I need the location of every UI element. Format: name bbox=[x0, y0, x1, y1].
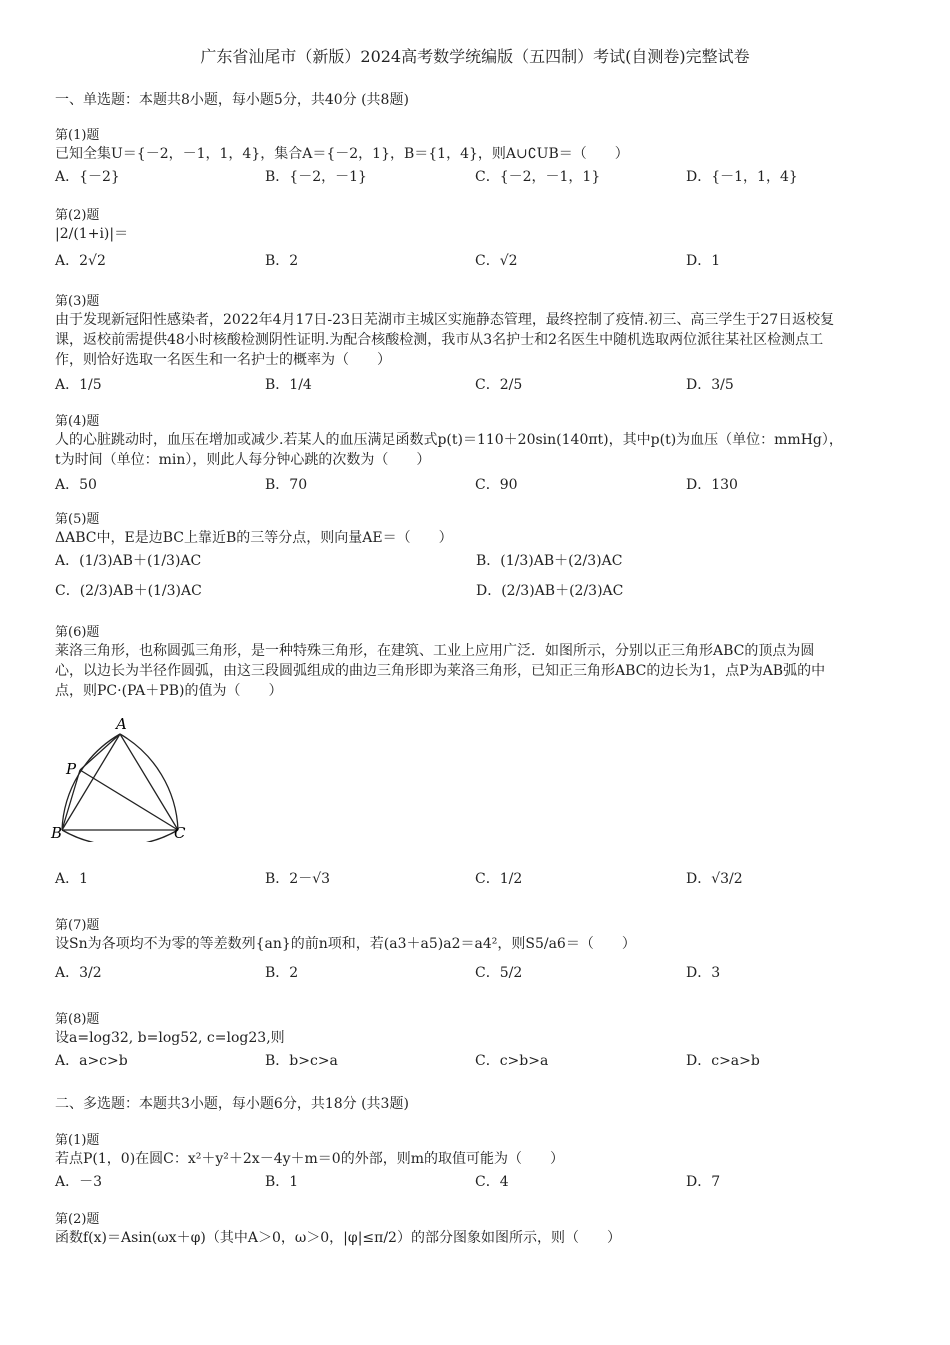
question-number: 第(2)题 bbox=[55, 1212, 100, 1227]
option-a[interactable]: A．a>c>b bbox=[55, 1053, 128, 1069]
question-number: 第(5)题 bbox=[55, 512, 100, 527]
question-number: 第(1)题 bbox=[55, 1133, 100, 1148]
option-a[interactable]: A．1 bbox=[55, 871, 89, 887]
question-stem: 函数f(x)＝Asin(ωx＋φ)（其中A＞0，ω＞0，|φ|≤π/2）的部分图象如图所示，则（ ） bbox=[55, 1230, 621, 1246]
question-6 bbox=[55, 625, 895, 701]
question-6-options bbox=[55, 866, 895, 890]
question-number: 第(2)题 bbox=[55, 208, 100, 223]
options-row bbox=[55, 962, 895, 984]
option-d[interactable]: D．130 bbox=[686, 477, 738, 493]
option-d[interactable]: D．c>a>b bbox=[686, 1053, 760, 1069]
option-a[interactable]: A．{－2} bbox=[55, 169, 120, 185]
option-c[interactable]: C．90 bbox=[475, 477, 518, 493]
options-row bbox=[55, 374, 895, 396]
option-a[interactable]: A．－3 bbox=[55, 1174, 103, 1190]
option-a[interactable]: A．(1/3)AB＋(1/3)AC bbox=[55, 553, 202, 569]
question-3 bbox=[55, 294, 895, 396]
question-number: 第(6)题 bbox=[55, 625, 100, 640]
question-4 bbox=[55, 414, 895, 496]
label-a: A bbox=[116, 715, 127, 733]
option-a[interactable]: A．2√2 bbox=[55, 253, 106, 269]
label-p: P bbox=[66, 760, 77, 778]
question-7 bbox=[55, 918, 895, 984]
option-c[interactable]: C．5/2 bbox=[475, 965, 523, 981]
page-title: 广东省汕尾市（新版）2024高考数学统编版（五四制）考试(自测卷)完整试卷 bbox=[200, 47, 750, 66]
option-b[interactable]: B．(1/3)AB＋(2/3)AC bbox=[476, 553, 623, 569]
options-row-2 bbox=[55, 580, 895, 608]
option-c[interactable]: C．4 bbox=[475, 1174, 509, 1190]
option-d[interactable]: D．3/5 bbox=[686, 377, 734, 393]
segment-ac bbox=[120, 734, 178, 830]
label-b: B bbox=[51, 824, 63, 842]
question-1 bbox=[55, 128, 895, 188]
option-c[interactable]: C．(2/3)AB＋(1/3)AC bbox=[55, 583, 202, 599]
question-stem-line-3: 点，则PC·(PA＋PB)的值为（ ） bbox=[55, 683, 283, 699]
question-2 bbox=[55, 208, 895, 272]
options-row bbox=[55, 868, 895, 890]
option-b[interactable]: B．2－√3 bbox=[265, 871, 331, 887]
option-c[interactable]: C．{－2，－1，1} bbox=[475, 169, 601, 185]
option-b[interactable]: B．{－2，－1} bbox=[265, 169, 367, 185]
options-row-1 bbox=[55, 550, 895, 578]
option-d[interactable]: D．(2/3)AB＋(2/3)AC bbox=[476, 583, 624, 599]
question-stem-line-3: 作，则恰好选取一名医生和一名护士的概率为（ ） bbox=[55, 352, 391, 368]
question-5 bbox=[55, 512, 895, 608]
question-stem-line-1: 由于发现新冠阳性感染者，2022年4月17日-23日芜湖市主城区实施静态管理，最终控制了疫情.初三、高三学生于27日返校复 bbox=[55, 312, 835, 328]
arc-bc bbox=[62, 830, 178, 842]
option-b[interactable]: B．2 bbox=[265, 965, 299, 981]
option-d[interactable]: D．√3/2 bbox=[686, 871, 743, 887]
question-stem: 设a=log32, b=log52, c=log23,则 bbox=[55, 1030, 285, 1046]
options-row bbox=[55, 166, 895, 188]
section-heading-multiple-choice: 二、多选题：本题共3小题，每小题6分，共18分 (共3题) bbox=[55, 1096, 409, 1112]
option-b[interactable]: B．1/4 bbox=[265, 377, 312, 393]
option-c[interactable]: C．1/2 bbox=[475, 871, 523, 887]
option-b[interactable]: B．1 bbox=[265, 1174, 299, 1190]
option-a[interactable]: A．1/5 bbox=[55, 377, 102, 393]
multi-question-1 bbox=[55, 1133, 895, 1193]
segment-pb bbox=[62, 770, 80, 830]
option-c[interactable]: C．2/5 bbox=[475, 377, 523, 393]
question-number: 第(4)题 bbox=[55, 414, 100, 429]
question-stem: 已知全集U＝{－2，－1，1，4}，集合A＝{－2，1}，B＝{1，4}，则A∪∁UB＝（ ） bbox=[55, 146, 629, 162]
option-d[interactable]: D．{－1，1，4} bbox=[686, 169, 798, 185]
option-d[interactable]: D．1 bbox=[686, 253, 721, 269]
question-number: 第(8)题 bbox=[55, 1012, 100, 1027]
multi-question-2 bbox=[55, 1212, 895, 1248]
option-a[interactable]: A．50 bbox=[55, 477, 97, 493]
question-8 bbox=[55, 1012, 895, 1072]
question-stem-line-2: t为时间（单位：min），则此人每分钟心跳的次数为（ ） bbox=[55, 452, 431, 468]
option-b[interactable]: B．b>c>a bbox=[265, 1053, 338, 1069]
option-d[interactable]: D．3 bbox=[686, 965, 721, 981]
options-row bbox=[55, 1050, 895, 1072]
option-d[interactable]: D．7 bbox=[686, 1174, 721, 1190]
option-b[interactable]: B．2 bbox=[265, 253, 299, 269]
section-heading-single-choice: 一、单选题：本题共8小题，每小题5分，共40分 (共8题) bbox=[55, 92, 409, 108]
options-row bbox=[55, 1171, 895, 1193]
label-c: C bbox=[174, 824, 186, 842]
question-number: 第(7)题 bbox=[55, 918, 100, 933]
question-stem: |2/(1+i)|＝ bbox=[55, 226, 129, 242]
question-stem: 设Sn为各项均不为零的等差数列{an}的前n项和，若(a3＋a5)a2＝a4²，则S5/a6＝（ ） bbox=[55, 936, 636, 952]
option-c[interactable]: C．√2 bbox=[475, 253, 518, 269]
option-a[interactable]: A．3/2 bbox=[55, 965, 102, 981]
question-stem-line-2: 心，以边长为半径作圆弧，由这三段圆弧组成的曲边三角形即为莱洛三角形，已知正三角形ABC的边长为1，点P为AB弧的中 bbox=[55, 663, 826, 679]
question-number: 第(1)题 bbox=[55, 128, 100, 143]
reuleaux-triangle-figure bbox=[50, 712, 200, 842]
question-stem-line-1: 莱洛三角形，也称圆弧三角形，是一种特殊三角形，在建筑、工业上应用广泛．如图所示，分别以正三角形ABC的顶点为圆 bbox=[55, 643, 815, 659]
question-stem-line-2: 课，返校前需提供48小时核酸检测阴性证明.为配合核酸检测，我市从3名护士和2名医生中随机选取两位派往某社区检测点工 bbox=[55, 332, 824, 348]
question-number: 第(3)题 bbox=[55, 294, 100, 309]
question-stem: 若点P(1，0)在圆C：x²＋y²＋2x－4y＋m＝0的外部，则m的取值可能为（ ） bbox=[55, 1151, 564, 1167]
option-c[interactable]: C．c>b>a bbox=[475, 1053, 549, 1069]
segment-pa bbox=[80, 734, 120, 770]
options-row bbox=[55, 250, 895, 272]
option-b[interactable]: B．70 bbox=[265, 477, 308, 493]
question-stem: ΔABC中，E是边BC上靠近B的三等分点，则向量AE＝（ ） bbox=[55, 530, 453, 546]
options-row bbox=[55, 474, 895, 496]
question-stem-line-1: 人的心脏跳动时，血压在增加或减少.若某人的血压满足函数式p(t)＝110＋20sin(140πt)，其中p(t)为血压（单位：mmHg）， bbox=[55, 432, 843, 448]
segment-ab bbox=[62, 734, 120, 830]
